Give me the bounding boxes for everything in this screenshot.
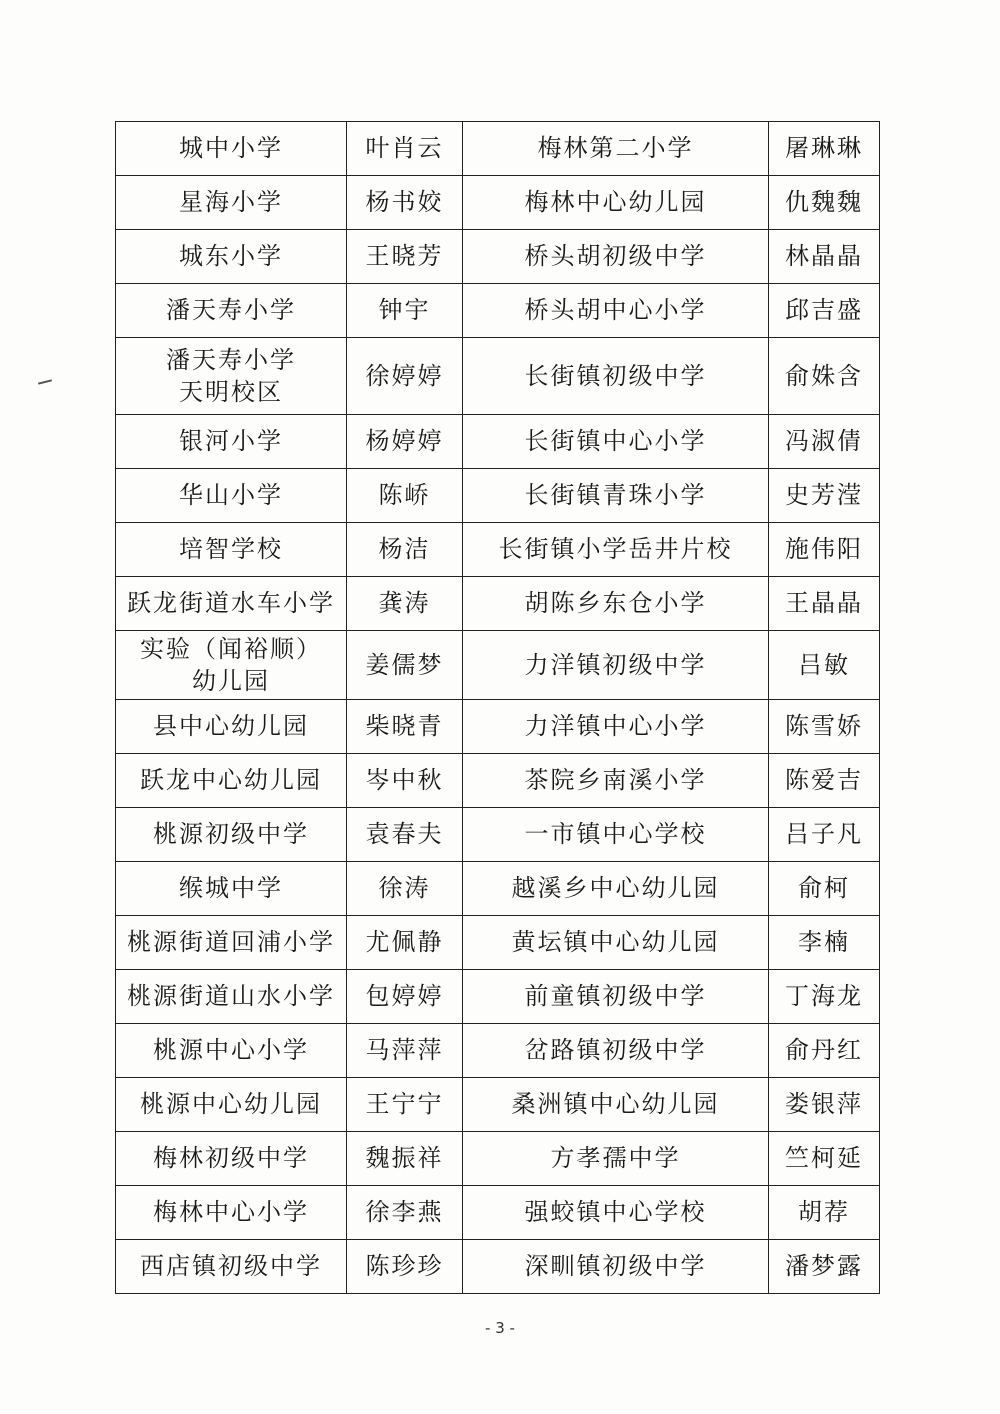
table-row [116,754,880,808]
cell-person-left: 徐李燕 [347,1186,463,1240]
cell-school-right: 岔路镇初级中学 [463,1024,769,1078]
cell-school-right: 梅林中心幼儿园 [463,176,769,230]
cell-school-left: 跃龙中心幼儿园 [116,754,347,808]
cell-school-left: 潘天寿小学 [116,284,347,338]
cell-person-left: 包婷婷 [347,970,463,1024]
roster-table [115,121,880,1294]
cell-person-right: 邱吉盛 [769,284,880,338]
table-row [116,230,880,284]
cell-school-left: 梅林初级中学 [116,1132,347,1186]
cell-school-right: 黄坛镇中心幼儿园 [463,916,769,970]
table-row [116,700,880,754]
cell-person-right: 吕子凡 [769,808,880,862]
table-row [116,469,880,523]
cell-school-right: 力洋镇初级中学 [463,631,769,700]
cell-person-right: 俞姝含 [769,338,880,415]
cell-school-left: 星海小学 [116,176,347,230]
table-row [116,808,880,862]
cell-school-left: 跃龙街道水车小学 [116,577,347,631]
cell-person-left: 杨洁 [347,523,463,577]
cell-person-right: 史芳滢 [769,469,880,523]
cell-person-left: 叶肖云 [347,122,463,176]
table-row [116,1024,880,1078]
cell-school-right: 前童镇初级中学 [463,970,769,1024]
cell-person-right: 王晶晶 [769,577,880,631]
cell-person-left: 马萍萍 [347,1024,463,1078]
cell-school-left: 桃源中心小学 [116,1024,347,1078]
cell-person-right: 李楠 [769,916,880,970]
cell-school-left: 实验（闻裕顺） 幼儿园 [116,631,347,700]
cell-person-left: 陈峤 [347,469,463,523]
cell-school-left: 城中小学 [116,122,347,176]
cell-person-left: 钟宇 [347,284,463,338]
table-row [116,970,880,1024]
cell-school-left: 桃源中心幼儿园 [116,1078,347,1132]
cell-school-left: 梅林中心小学 [116,1186,347,1240]
cell-person-left: 杨书姣 [347,176,463,230]
cell-school-left: 桃源街道山水小学 [116,970,347,1024]
cell-school-left: 潘天寿小学 天明校区 [116,338,347,415]
cell-person-left: 杨婷婷 [347,415,463,469]
cell-person-left: 徐涛 [347,862,463,916]
cell-school-left: 西店镇初级中学 [116,1240,347,1294]
cell-person-left: 魏振祥 [347,1132,463,1186]
table-row [116,916,880,970]
cell-school-right: 方孝孺中学 [463,1132,769,1186]
table-row [116,1078,880,1132]
cell-school-right: 长街镇青珠小学 [463,469,769,523]
table-row [116,176,880,230]
cell-person-right: 吕敏 [769,631,880,700]
cell-school-right: 一市镇中心学校 [463,808,769,862]
cell-school-right: 长街镇初级中学 [463,338,769,415]
cell-person-right: 胡荐 [769,1186,880,1240]
table-row [116,338,880,415]
cell-person-left: 尤佩静 [347,916,463,970]
cell-school-left: 桃源初级中学 [116,808,347,862]
cell-school-left: 培智学校 [116,523,347,577]
cell-school-left: 城东小学 [116,230,347,284]
cell-school-right: 强蛟镇中心学校 [463,1186,769,1240]
cell-person-right: 林晶晶 [769,230,880,284]
table-row [116,577,880,631]
cell-school-right: 力洋镇中心小学 [463,700,769,754]
table-row [116,523,880,577]
cell-person-right: 丁海龙 [769,970,880,1024]
cell-school-left: 桃源街道回浦小学 [116,916,347,970]
table-row [116,1240,880,1294]
table-row [116,122,880,176]
cell-person-right: 潘梦露 [769,1240,880,1294]
cell-school-right: 长街镇中心小学 [463,415,769,469]
cell-school-right: 桥头胡中心小学 [463,284,769,338]
cell-person-left: 柴晓青 [347,700,463,754]
cell-school-left: 银河小学 [116,415,347,469]
cell-person-left: 袁春夫 [347,808,463,862]
cell-school-right: 越溪乡中心幼儿园 [463,862,769,916]
cell-person-right: 娄银萍 [769,1078,880,1132]
cell-person-right: 陈雪娇 [769,700,880,754]
cell-person-right: 施伟阳 [769,523,880,577]
cell-person-right: 仇魏魏 [769,176,880,230]
table-row [116,1132,880,1186]
scan-mark [38,379,52,384]
cell-school-left: 缑城中学 [116,862,347,916]
cell-person-left: 徐婷婷 [347,338,463,415]
cell-school-right: 深甽镇初级中学 [463,1240,769,1294]
cell-person-right: 竺柯延 [769,1132,880,1186]
cell-school-right: 茶院乡南溪小学 [463,754,769,808]
cell-person-right: 屠琳琳 [769,122,880,176]
cell-school-right: 梅林第二小学 [463,122,769,176]
cell-person-right: 俞柯 [769,862,880,916]
cell-person-right: 俞丹红 [769,1024,880,1078]
table-row [116,1186,880,1240]
cell-person-left: 姜儒梦 [347,631,463,700]
cell-person-left: 龚涛 [347,577,463,631]
cell-school-right: 长街镇小学岳井片校 [463,523,769,577]
table-row [116,284,880,338]
table-row [116,862,880,916]
roster-body [116,122,880,1294]
table-row [116,631,880,700]
cell-school-right: 胡陈乡东仓小学 [463,577,769,631]
cell-person-left: 王宁宁 [347,1078,463,1132]
cell-school-left: 华山小学 [116,469,347,523]
cell-school-left: 县中心幼儿园 [116,700,347,754]
cell-school-right: 桥头胡初级中学 [463,230,769,284]
cell-person-right: 冯淑倩 [769,415,880,469]
cell-school-right: 桑洲镇中心幼儿园 [463,1078,769,1132]
cell-person-left: 王晓芳 [347,230,463,284]
page-number: - 3 - [485,1319,515,1337]
cell-person-left: 岑中秋 [347,754,463,808]
cell-person-right: 陈爱吉 [769,754,880,808]
cell-person-left: 陈珍珍 [347,1240,463,1294]
table-row [116,415,880,469]
